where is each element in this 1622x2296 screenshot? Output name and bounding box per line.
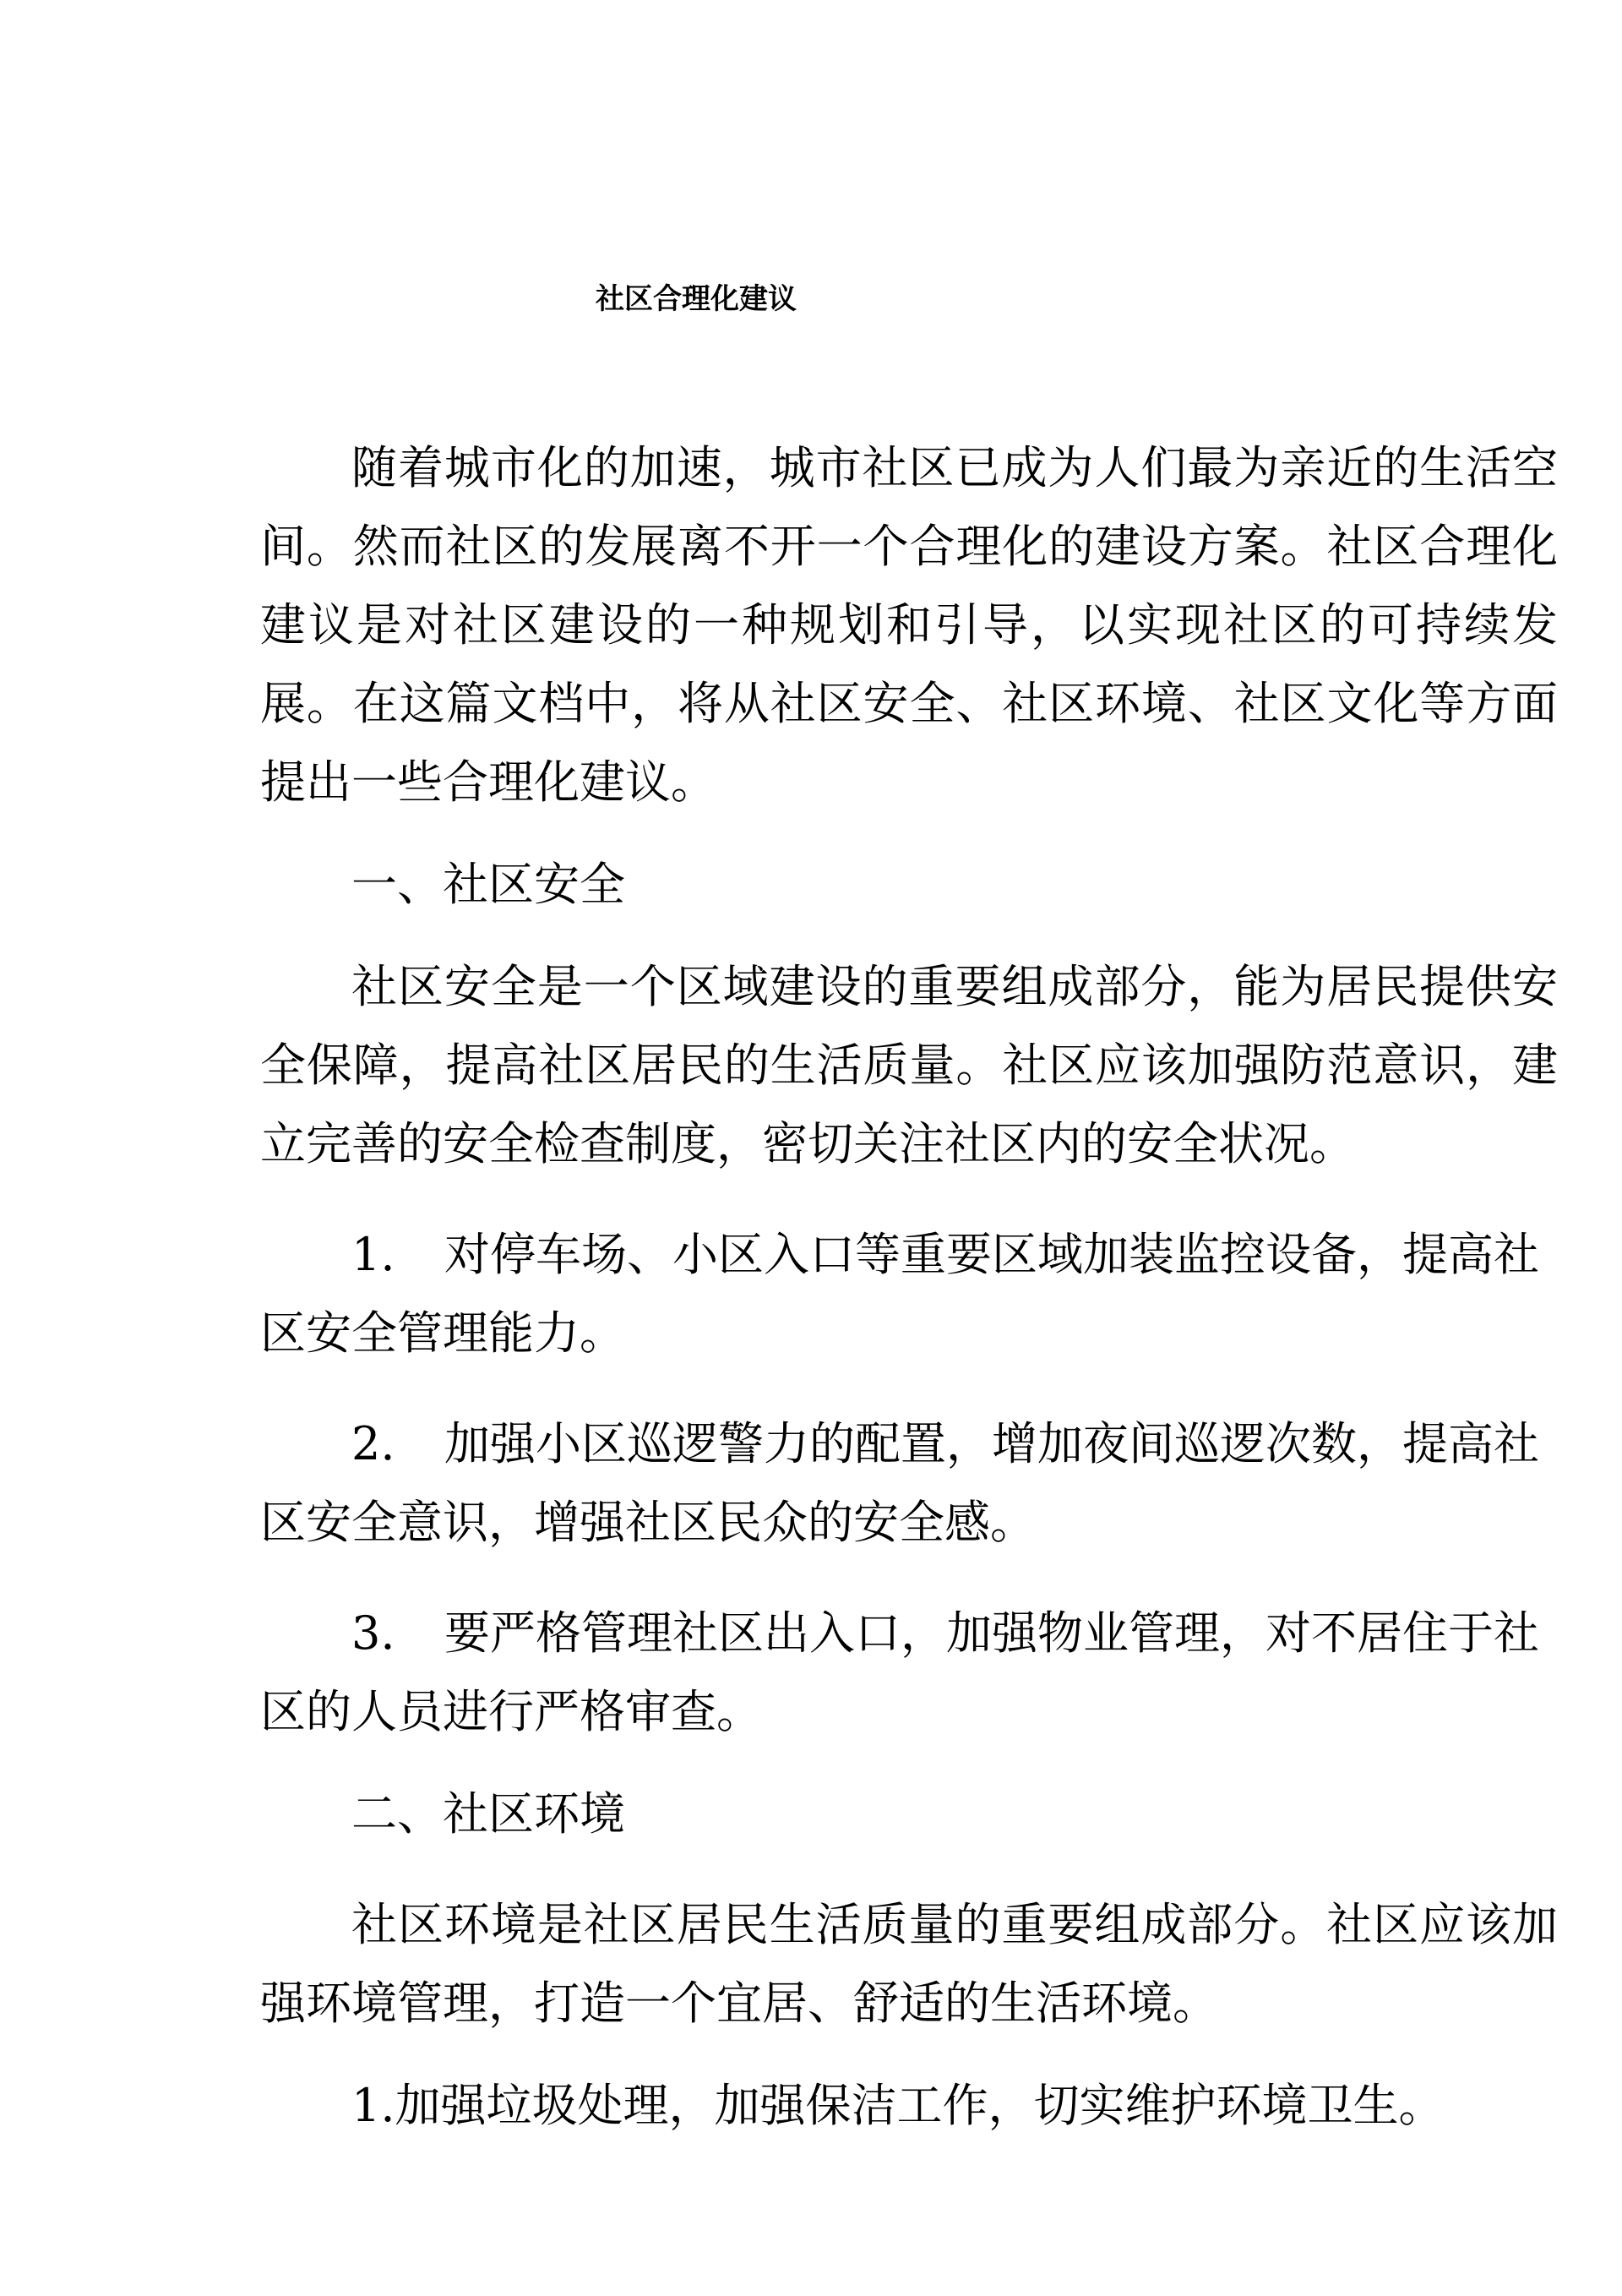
list-item-number: 1. [351,1228,395,1281]
list-item [260,1404,1558,1562]
section-heading-environment: 二、社区环境 [351,1787,625,1841]
list-item-text: 加强垃圾处理，加强保洁工作，切实维护环境卫生。 [395,2079,1445,2132]
list-item-number: 1. [351,2079,395,2132]
intro-paragraph: 随着城市化的加速，城市社区已成为人们最为亲近的生活空间。然而社区的发展离不开一个合理化的建设方案。社区合理化建议是对社区建设的一种规划和引导，以实现社区的可持续发展。在这篇文档中，将从社区安全、社区环境、社区文化等方面提出一些合理化建议。 [260,441,1558,809]
list-item-text: 要严格管理社区出入口，加强物业管理，对不居住于社区的人员进行严格审查。 [260,1606,1539,1738]
list-item-text: 加强小区巡逻警力的配置，增加夜间巡逻次数，提高社区安全意识，增强社区民众的安全感。 [260,1417,1539,1549]
list-item-text: 对停车场、小区入口等重要区域加装监控设备，提高社区安全管理能力。 [260,1228,1539,1360]
list-item [260,1594,1558,1751]
list-item-number: 2. [351,1417,395,1470]
list-item-number: 3. [351,1606,395,1660]
section-body-environment: 社区环境是社区居民生活质量的重要组成部分。社区应该加强环境管理，打造一个宜居、舒适的生活环境。 [260,1898,1558,2030]
document-title: 社区合理化建议 [596,282,797,316]
section-body-safety: 社区安全是一个区域建设的重要组成部分，能为居民提供安全保障，提高社区居民的生活质量。社区应该加强防范意识，建立完善的安全检查制度，密切关注社区内的安全状况。 [260,960,1558,1170]
list-item [260,1215,1558,1372]
list-item [260,2066,1558,2145]
section-heading-safety: 一、社区安全 [351,858,625,911]
document-body [260,428,1558,2145]
